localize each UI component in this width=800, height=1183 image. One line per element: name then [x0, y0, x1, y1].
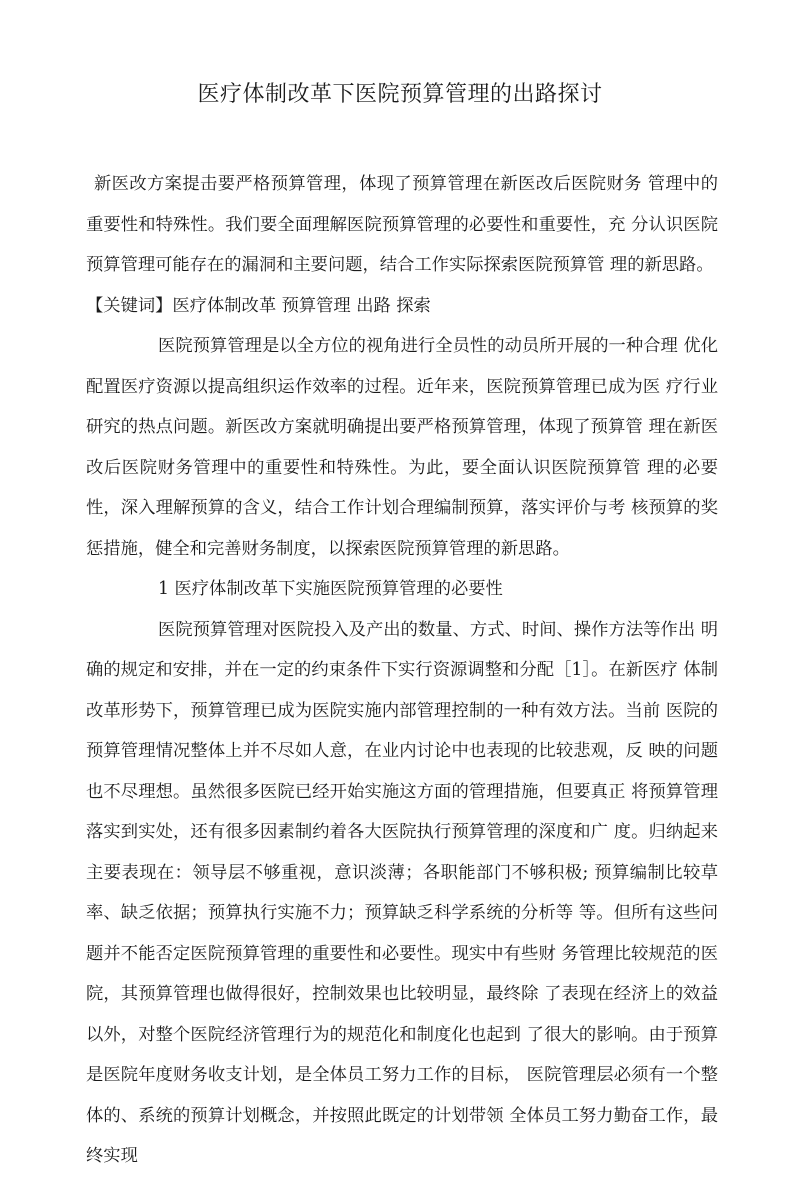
section-heading: 1 医疗体制改革下实施医院预算管理的必要性: [158, 579, 503, 599]
abstract-paragraph: 新医改方案提击要严格预算管理，体现了预算管理在新医改后医院财务 管理中的重要性和特殊性。我们要全面理解医院预算管理的必要性和重要性，充 分认识医院预算管理可能存在的漏洞和主要问题，结合工作实际探索医院预算管 理的新思路。: [86, 174, 718, 275]
document-title: 医疗体制改革下医院预算管理的出路探讨: [197, 82, 603, 107]
intro-paragraph: 医院预算管理是以全方位的视角进行全员性的动员所开展的一种合理 优化配置医疗资源以提高组织运作效率的过程。近年来，医院预算管理已成为医 疗行业研究的热点问题。新医改方案就明确提出要严格预算管理，体现了预算管 理在新医改后医院财务管理中的重要性和特殊性。为此，要全面认识医院预算管 理的必要性，深入理解预算的含义，结合工作计划合理编制预算，落实评价与考 核预算的奖惩措施，健全和完善财务制度，以探索医院预算管理的新思路。: [86, 336, 718, 559]
section-paragraph: 医院预算管理对医院投入及产出的数量、方式、时间、操作方法等作出 明确的规定和安排，并在一定的约束条件下实行资源调整和分配［1］。在新医疗 体制改革形势下，预算管理已成为医院实施内部管理控制的一种有效方法。当前 医院的预算管理情况整体上并不尽如人意，在业内讨论中也表现的比较悲观，反 映的问题也不尽理想。虽然很多医院已经开始实施这方面的管理措施，但要真正 将预算管理落实到实处，还有很多因素制约着各大医院执行预算管理的深度和广 度。归纳起来主要表现在：领导层不够重视，意识淡薄；各职能部门不够积极; 预算编制比较草率、缺乏依据；预算执行实施不力；预算缺乏科学系统的分析等 等。但所有这些问题并不能否定医院预算管理的重要性和必要性。现实中有些财 务管理比较规范的医院，其预算管理也做得很好，控制效果也比较明显，最终除 了表现在经济上的效益以外，对整个医院经济管理行为的规范化和制度化也起到 了很大的影响。由于预算是医院年度财务收支计划，是全体员工努力工作的目标， 医院管理层必须有一个整体的、系统的预算计划概念，并按照此既定的计划带领 全体员工努力勤奋工作，最终实现: [86, 619, 718, 1166]
document-body: [86, 164, 718, 1177]
keywords-line: 【关键词】医疗体制改革 预算管理 出路 探索: [86, 295, 431, 316]
